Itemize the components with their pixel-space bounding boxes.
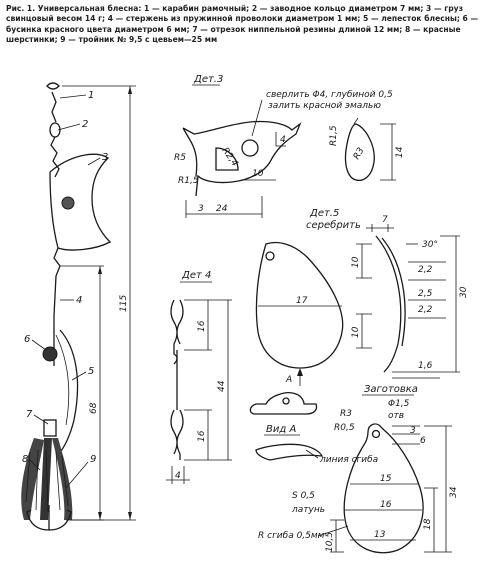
det5-dim-10b: 10 [351,326,361,338]
blank-detail [258,384,459,553]
det4-dim-44-line [212,300,232,460]
blank-dim-r3: R3 [340,409,352,419]
det4-wire-detail [166,270,232,484]
det3-dim-r3: R3 [351,146,367,162]
det4-dim-16a: 16 [197,320,207,332]
det4-dim-16b: 16 [197,430,207,442]
det3-note-paint: залить красной эмалью [268,101,381,111]
blank-material-thickness: S 0,5 [292,491,315,501]
det5-dim-25: 2,5 [418,289,433,299]
det5-dim-30-line [440,236,460,372]
part-number-2: 2 [82,119,89,130]
blank-bend-radius: R сгиба 0,5мм [258,531,325,541]
det5-dim-17: 17 [296,296,308,306]
part-number-1: 1 [88,90,95,101]
part-callouts [22,90,108,488]
det5-blade-detail [256,208,469,378]
part-number-7: 7 [26,409,33,420]
weight-eye [62,197,74,209]
blank-dim-15: 15 [380,474,392,484]
blank-dim-3-6-lines [392,426,420,444]
det3-dim-10: 10 [252,169,264,179]
wire-shaft [54,248,60,366]
det4-bottom-loop [171,410,183,460]
part-number-5: 5 [88,366,95,377]
det3-dim-3: 3 [198,204,204,214]
det4-title: Дет 4 [182,270,212,281]
det5-note: серебрить [306,220,361,231]
blank-dim-18: 18 [423,518,433,530]
blank-title: Заготовка [364,384,418,395]
figure-title: Универсальная блесна: [37,4,142,13]
det3-dim-14-line [380,124,396,180]
blank-dim-r05: R0,5 [334,423,355,433]
assembly-view [21,83,136,530]
view-a-bottom-shape [256,444,322,460]
part-number-6: 6 [24,334,31,345]
part-number-8: 8 [22,454,29,465]
det3-note-drill: сверлить Φ4, глубиной 0,5 [266,90,393,100]
det3-dim-4: 4 [280,135,286,145]
det5-dim-30: 30 [459,286,469,298]
blade-edge [56,335,69,425]
det5-dim-22b: 2,2 [418,305,433,315]
det5-side-outline [376,236,401,372]
det5-dim-16: 1,6 [418,361,433,371]
det3-dim-r15a: R1,5 [178,176,199,186]
blank-dim-phi15: Φ1,5 [388,399,410,409]
det5-blade-hole [266,252,274,260]
blank-dim-105: 10,5 [325,531,335,552]
det5-title: Дет.5 [310,208,340,219]
part-number-9: 9 [90,454,97,465]
det4-dim-44: 44 [217,380,227,392]
det5-dim-22a: 2,2 [418,265,433,275]
det3-dim-r5: R5 [174,153,186,163]
blank-dim-6: 6 [420,436,426,446]
swivel-loop [47,83,59,89]
blank-dim-34: 34 [449,486,459,498]
det3-dim-24: 24 [216,204,228,214]
snap-clasp [52,92,56,122]
figure-label: Рис. 1. [6,4,36,13]
blank-dim-16: 16 [380,500,392,510]
det3-hole [242,140,258,156]
blank-dim-13: 13 [374,530,386,540]
det3-dim-r15b: R1,5 [329,125,339,146]
view-a-detail [250,368,378,465]
blank-hole [373,431,380,438]
part-number-4: 4 [76,295,83,306]
blank-dim-34-line [424,426,452,552]
view-a-arrow-label: A [286,375,293,385]
det3-weight-detail [174,74,405,218]
dim-115: 115 [119,294,129,312]
det5-dim-7: 7 [382,215,388,225]
det3-outline [183,121,300,196]
figure-legend: 1 — карабин рамочный; 2 — заводное кольцо диаметром 7 мм; 3 — груз свинцовый весом 14 г; 4 — стержень из пружинной проволоки диаметром 1 мм; 5 — лепесток блесны; 6 — бусинка красного цвета диаметром 6 мм; 7 — отрезок ниппельной резины длиной 12 мм; 8 — красные шерстинки; 9 — тройник № 9,5 с цевьем—25 мм [6,4,479,44]
det3-dim-14: 14 [395,146,405,158]
det3-dim-r24: R2,4 [219,145,240,169]
view-a-note-bend: линия сгиба [320,455,379,465]
det4-dim-4: 4 [175,471,181,481]
det5-dim-30deg: 30° [422,240,438,250]
blank-material: латунь [292,505,326,515]
spinner-blade [58,330,78,455]
blank-dim-3: 3 [410,426,416,436]
dim-68: 68 [89,402,99,414]
part-number-3: 3 [102,152,109,163]
blank-dim-otv: отв [388,411,405,421]
wool-tuft [21,438,72,520]
det5-dim-10a: 10 [351,256,361,268]
view-a-title: Вид А [266,424,297,435]
det5-side-outline-2 [382,238,405,346]
det3-title: Дет.3 [194,74,224,85]
